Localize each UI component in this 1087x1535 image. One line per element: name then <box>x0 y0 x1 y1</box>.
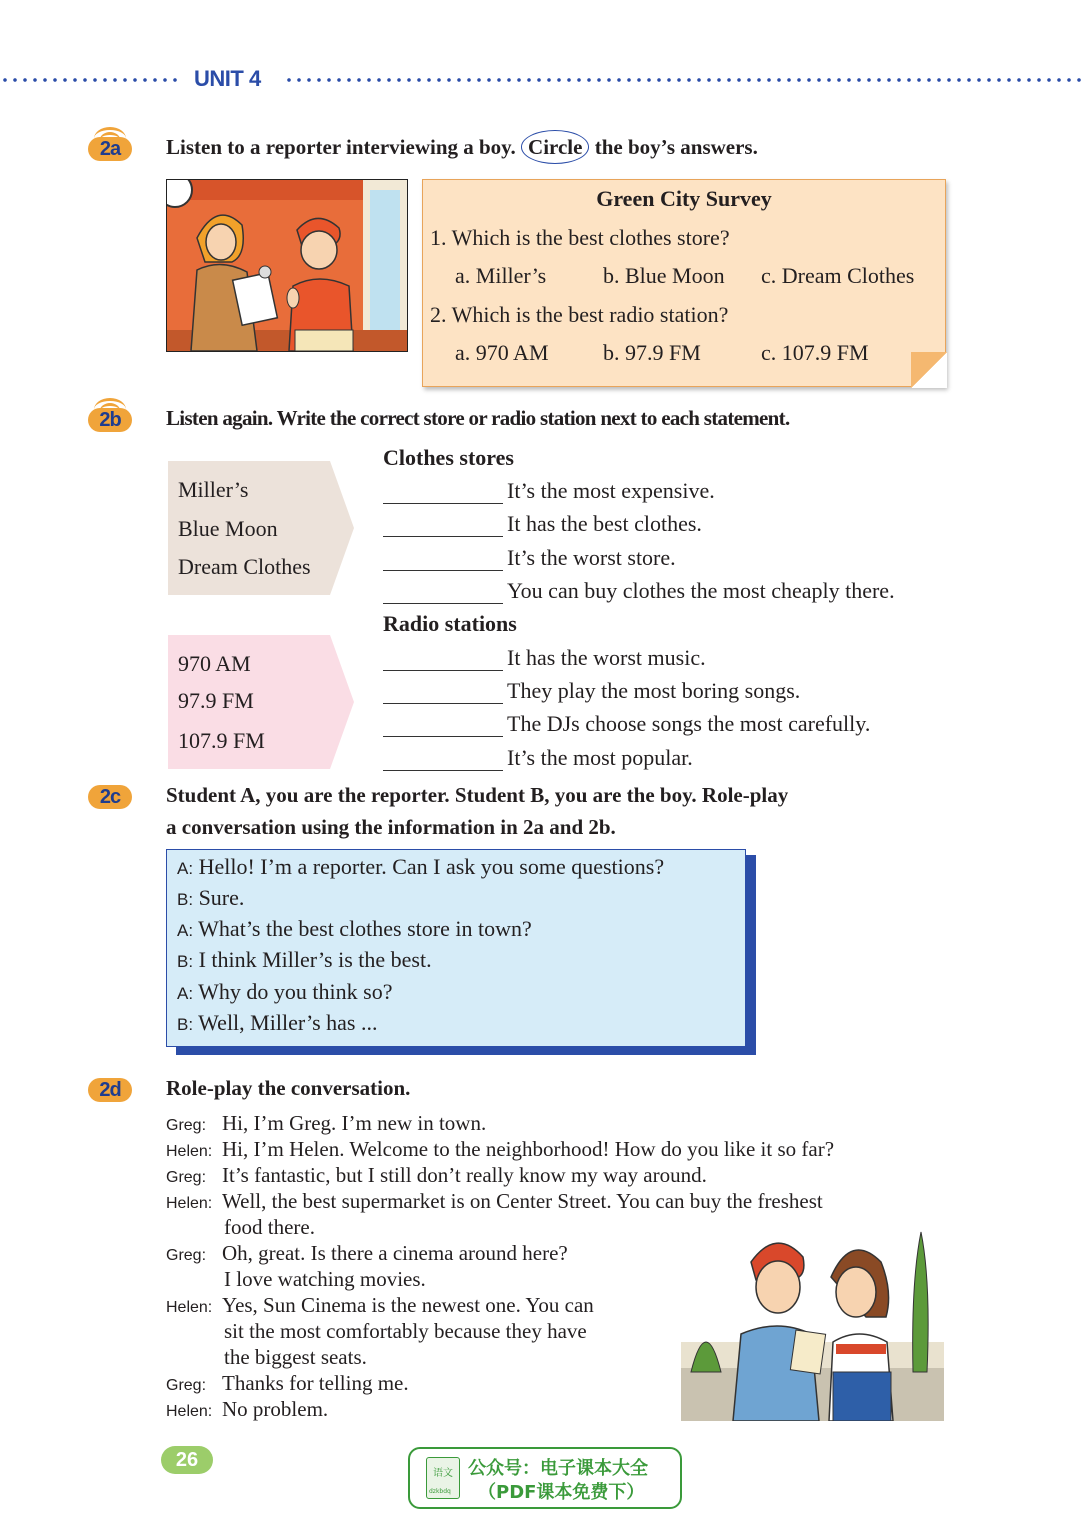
survey-q1-option-b: b. Blue Moon <box>603 263 725 288</box>
dialogue-line: Greg: Oh, great. Is there a cinema around here? <box>166 1240 568 1269</box>
store-word: Blue Moon <box>178 516 278 541</box>
watermark-stamp <box>408 1447 682 1509</box>
survey-question-2: 2. Which is the best radio station? <box>430 302 729 327</box>
dialogue-line: Greg: It’s fantastic, but I still don’t really know my way around. <box>166 1162 707 1191</box>
instruction-2c-line2: a conversation using the information in 2a and 2b. <box>166 815 616 839</box>
green-city-survey-card <box>422 179 946 387</box>
store-statement-row: It’s the worst store. <box>383 545 953 575</box>
speaker-label: B: <box>177 952 194 971</box>
survey-q1-option-a: a. Miller’s <box>455 263 547 288</box>
header-dots-right <box>284 77 1087 83</box>
badge-2d: 2d <box>88 1078 132 1102</box>
answer-blank[interactable] <box>383 679 503 704</box>
stamp-text-line1: 公众号：电子课本大全 <box>468 1458 648 1479</box>
instruction-2d: Role-play the conversation. <box>166 1076 411 1100</box>
dialogue-line: Greg: Hi, I’m Greg. I’m new in town. <box>166 1110 486 1139</box>
stamp-text-line2: （PDF课本免费下） <box>478 1482 645 1503</box>
speaker-label: A: <box>177 921 194 940</box>
answer-blank[interactable] <box>383 712 503 737</box>
survey-q2-option-a: a. 970 AM <box>455 340 549 365</box>
speaker-name: Helen: <box>166 1299 213 1316</box>
answer-blank[interactable] <box>383 746 503 771</box>
dialogue-line: Helen: Hi, I’m Helen. Welcome to the neighborhood! How do you like it so far? <box>166 1136 834 1165</box>
answer-blank[interactable] <box>383 479 503 504</box>
stations-word-box <box>168 635 354 769</box>
speaker-name: Greg: <box>166 1169 207 1186</box>
conversation-line: A: Why do you think so? <box>177 979 393 1004</box>
dialogue-line-continued: sit the most comfortably because they have <box>224 1319 587 1343</box>
station-word: 97.9 FM <box>178 688 254 713</box>
conversation-line: B: Well, Miller’s has ... <box>177 1010 378 1035</box>
speaker-label: B: <box>177 890 194 909</box>
speaker-name: Greg: <box>166 1117 207 1134</box>
speaker-name: Greg: <box>166 1247 207 1264</box>
speaker-label: A: <box>177 984 194 1003</box>
store-word: Dream Clothes <box>178 554 311 579</box>
store-word: Miller’s <box>178 477 249 502</box>
dialogue-line: Helen: Yes, Sun Cinema is the newest one. You can <box>166 1292 594 1321</box>
reporter-interview-illustration <box>166 179 408 352</box>
answer-blank[interactable] <box>383 512 503 537</box>
speaker-label: A: <box>177 859 194 878</box>
instruction-2a: Listen to a reporter interviewing a boy. Circle the boy’s answers. <box>166 130 758 164</box>
dialogue-line-continued: food there. <box>224 1215 315 1239</box>
badge-2c: 2c <box>88 785 132 809</box>
unit-title: UNIT 4 <box>194 66 261 91</box>
stores-word-box <box>168 461 354 595</box>
clothes-stores-heading: Clothes stores <box>383 445 514 470</box>
book-icon: 语文 dzkbdq <box>426 1457 460 1499</box>
survey-q2-option-c: c. 107.9 FM <box>761 340 869 365</box>
page-curl-decoration <box>911 352 947 388</box>
dialogue-line-continued: the biggest seats. <box>224 1345 367 1369</box>
station-statement-row: The DJs choose songs the most carefully. <box>383 711 953 741</box>
radio-stations-heading: Radio stations <box>383 611 517 636</box>
survey-q1-option-c: c. Dream Clothes <box>761 263 915 288</box>
speaker-name: Helen: <box>166 1195 213 1212</box>
dialogue-line: Greg: Thanks for telling me. <box>166 1370 409 1399</box>
dialogue-line: Helen: Well, the best supermarket is on Center Street. You can buy the freshest <box>166 1188 823 1217</box>
station-word: 970 AM <box>178 651 251 676</box>
answer-blank[interactable] <box>383 646 503 671</box>
speaker-name: Greg: <box>166 1377 207 1394</box>
station-statement-row: It has the worst music. <box>383 645 953 675</box>
conversation-line: A: What’s the best clothes store in town? <box>177 916 532 941</box>
answer-blank[interactable] <box>383 579 503 604</box>
speaker-label: B: <box>177 1015 194 1034</box>
speaker-name: Helen: <box>166 1143 213 1160</box>
station-statement-row: They play the most boring songs. <box>383 678 953 708</box>
survey-q2-option-b: b. 97.9 FM <box>603 340 701 365</box>
station-word: 107.9 FM <box>178 728 265 753</box>
conversation-line: B: I think Miller’s is the best. <box>177 947 432 972</box>
store-statement-row: You can buy clothes the most cheaply there. <box>383 578 953 608</box>
survey-question-1: 1. Which is the best clothes store? <box>430 225 730 250</box>
circle-word: Circle <box>521 130 589 164</box>
header-dots-left <box>0 77 182 83</box>
conversation-line: B: Sure. <box>177 885 245 910</box>
instruction-2b: Listen again. Write the correct store or radio station next to each statement. <box>166 406 790 430</box>
station-statement-row: It’s the most popular. <box>383 745 953 775</box>
badge-2b: 2b <box>88 408 132 432</box>
store-statement-row: It has the best clothes. <box>383 511 953 541</box>
survey-title: Green City Survey <box>596 186 772 211</box>
answer-blank[interactable] <box>383 546 503 571</box>
dialogue-line: Helen: No problem. <box>166 1396 328 1425</box>
instruction-2c-line1: Student A, you are the reporter. Student B, you are the boy. Role-play <box>166 783 789 807</box>
badge-2a: 2a <box>88 137 132 161</box>
greg-helen-illustration <box>681 1222 944 1421</box>
dialogue-line-continued: I love watching movies. <box>224 1267 426 1291</box>
conversation-box-2c <box>166 849 746 1047</box>
speaker-name: Helen: <box>166 1403 213 1420</box>
conversation-line: A: Hello! I’m a reporter. Can I ask you some questions? <box>177 854 665 879</box>
page-number: 26 <box>161 1446 213 1474</box>
store-statement-row: It’s the most expensive. <box>383 478 953 508</box>
